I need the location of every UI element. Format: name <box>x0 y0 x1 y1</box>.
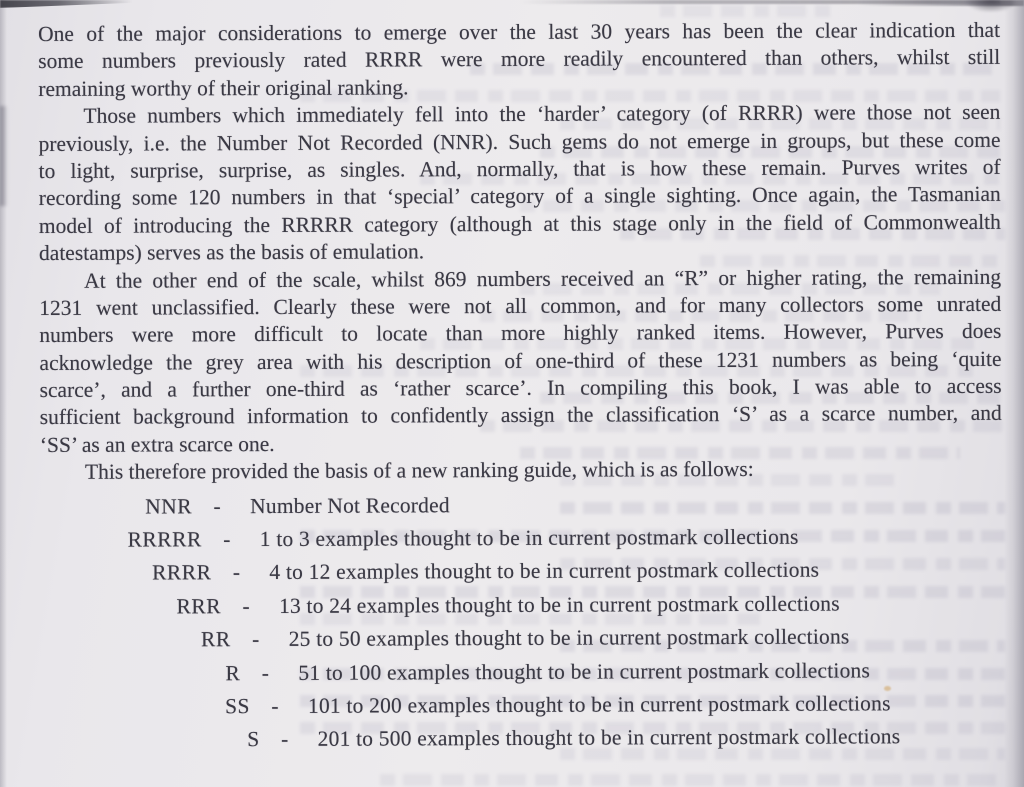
paragraph-line: datestamps) serves as the basis of emulation. <box>38 239 425 266</box>
ranking-guide-row <box>41 720 1003 758</box>
paragraph <box>39 263 1002 459</box>
paragraph-line: previously, i.e. the Number Not Recorded (NNR). Such gems do not emerge in groups, but these come <box>38 127 1001 156</box>
paragraph-line: scarce’, and a further one-third as ‘rather scarce’. In compiling this book, I was able to access <box>39 373 1002 403</box>
ranking-guide-list <box>40 486 1003 757</box>
rank-separator: - <box>223 527 231 552</box>
rank-description: 101 to 200 examples thought to be in current postmark collections <box>307 691 891 718</box>
rank-description: 13 to 24 examples thought to be in current postmark collections <box>279 591 840 618</box>
paragraph <box>38 99 1001 268</box>
paragraph <box>40 455 1002 487</box>
paragraph-line: At the other end of the scale, whilst 869 numbers received an “R” or higher rating, the remaining <box>84 264 1002 293</box>
paragraph-line: 1231 went unclassified. Clearly these were not all common, and for many collectors some unrated <box>39 291 1002 320</box>
paragraph-line: sufficient background information to confidently assign the classification ‘S’ as a scarce number, and <box>39 401 1002 430</box>
bleedthrough-line <box>380 774 1000 786</box>
rank-separator: - <box>213 493 221 518</box>
ranking-guide-row <box>41 620 1003 658</box>
scan-top-edge-line <box>520 0 1000 4</box>
rank-code: RRR <box>176 594 222 619</box>
paragraph-line: remaining worthy of their original ranking. <box>38 75 409 101</box>
ranking-guide-row <box>40 553 1002 591</box>
rank-description: Number Not Recorded <box>250 492 450 518</box>
rank-code: R <box>225 660 241 685</box>
rank-description: 4 to 12 examples thought to be in current postmark collections <box>269 558 820 585</box>
paragraph-line: One of the major considerations to emerge over the last 30 years has been the clear indication that <box>38 17 1001 46</box>
rank-code: S <box>247 727 260 752</box>
rank-separator: - <box>261 660 269 685</box>
scan-right-edge-shadow <box>1004 0 1024 787</box>
paragraph-line: acknowledge the grey area with his description of one-third of these 1231 numbers as being ‘quite <box>39 346 1002 375</box>
paragraph-line: Those numbers which immediately fell into the ‘harder’ category (of RRRR) were those not seen <box>83 99 1001 128</box>
rank-description: 1 to 3 examples thought to be in current postmark collections <box>259 524 799 552</box>
paragraph-line: some numbers previously rated RRRR were more readily encountered than others, whilst still <box>38 45 1001 74</box>
scan-left-edge-smudge <box>0 106 8 206</box>
rank-separator: - <box>242 593 250 618</box>
rank-separator: - <box>252 627 260 652</box>
rank-code: RRRRR <box>127 527 202 552</box>
page-text-content <box>38 17 1003 758</box>
rank-code: NNR <box>145 493 193 519</box>
paragraph-line: model of introducing the RRRRR category (although at this stage only in the field of Commonwealth <box>38 209 1001 238</box>
rank-description: 25 to 50 examples thought to be in current postmark collections <box>288 624 850 652</box>
rank-separator: - <box>280 727 289 752</box>
rank-code: RR <box>200 627 231 652</box>
ranking-guide-row <box>40 486 1002 524</box>
scan-top-left-smudge <box>0 0 132 8</box>
scan-top-right-edge-line <box>858 0 1024 6</box>
ranking-guide-row <box>40 520 1002 558</box>
paragraph <box>38 17 1000 103</box>
paragraph-line: to light, surprise, surprise, as singles. And, normally, that is how these remain. Purves writes of <box>38 154 1001 183</box>
scan-left-edge-shading <box>0 0 7 787</box>
scan-top-right-smudge <box>966 0 1016 12</box>
rank-code: SS <box>225 694 251 719</box>
rank-description: 51 to 100 examples thought to be in current postmark collections <box>298 657 871 685</box>
body-paragraphs <box>38 17 1002 487</box>
rank-separator: - <box>232 560 241 585</box>
ranking-guide-row <box>40 587 1002 625</box>
rank-separator: - <box>271 693 279 718</box>
ranking-guide-row <box>41 687 1003 725</box>
paragraph-line: ‘SS’ as an extra scarce one. <box>39 431 275 457</box>
bleedthrough-line <box>660 5 830 17</box>
paragraph-line: numbers were more difficult to locate than more highly ranked items. However, Purves does <box>39 319 1002 348</box>
rank-code: RRRR <box>151 560 212 585</box>
paragraph-line: recording some 120 numbers in that ‘special’ category of a single sighting. Once again, the Tasmanian <box>38 182 1001 211</box>
rank-description: 201 to 500 examples thought to be in current postmark collections <box>317 724 901 752</box>
ranking-guide-row <box>41 653 1003 691</box>
paragraph-line: This therefore provided the basis of a new ranking guide, which is as follows: <box>84 457 754 485</box>
